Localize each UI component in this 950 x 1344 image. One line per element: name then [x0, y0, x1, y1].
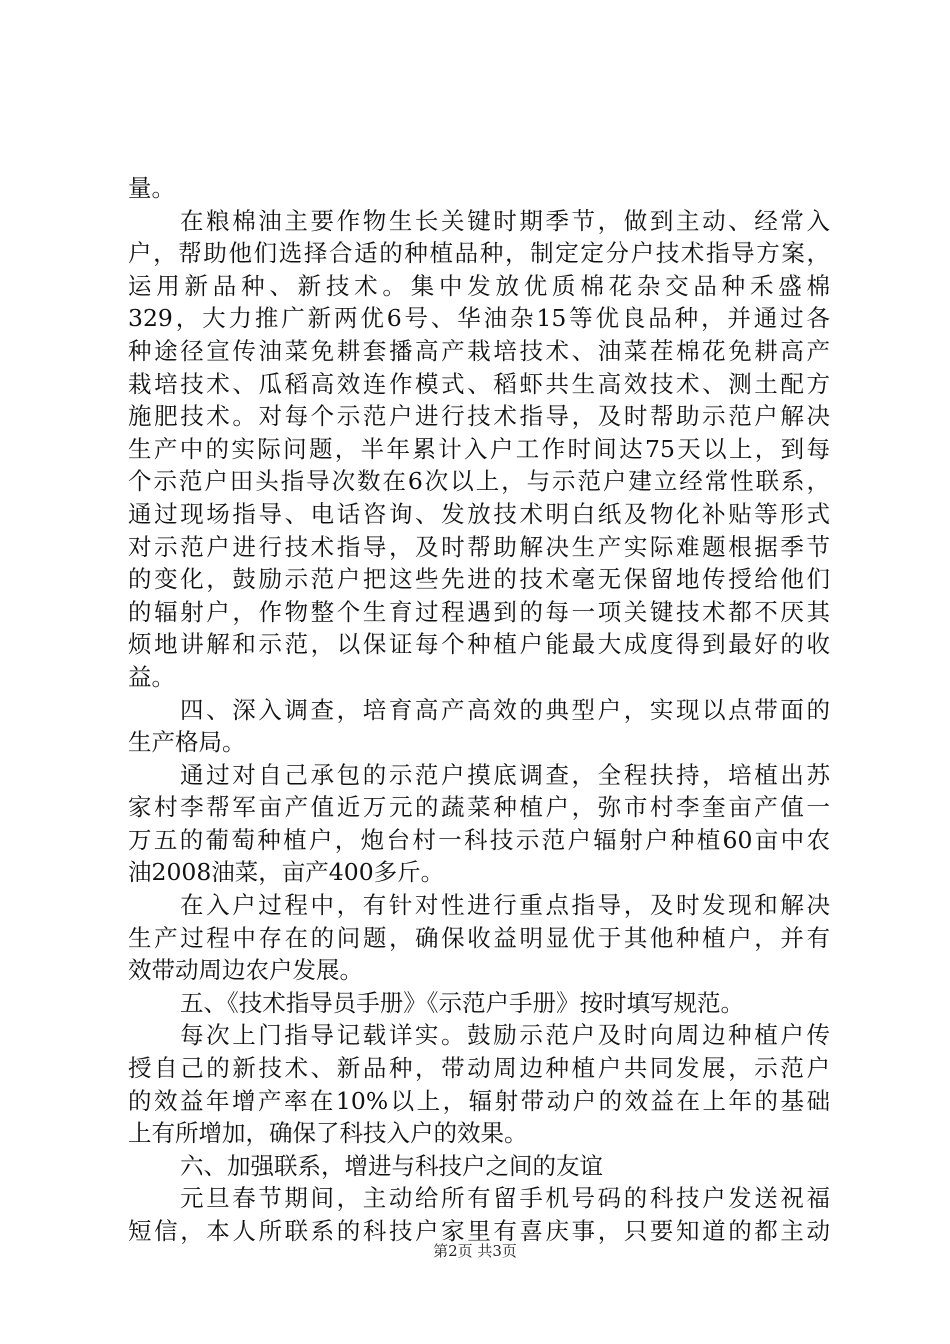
text-line: 通过现场指导、电话咨询、发放技术明白纸及物化补贴等形式 — [128, 499, 830, 528]
text-line: 的变化，鼓励示范户把这些先进的技术毫无保留地传授给他们 — [128, 565, 830, 594]
text-line: 在粮棉油主要作物生长关键时期季节，做到主动、经常入 — [180, 206, 830, 235]
text-line: 上有所增加，确保了科技入户的效果。 — [128, 1119, 528, 1148]
text-line: 烦地讲解和示范，以保证每个种植户能最大成度得到最好的收 — [128, 630, 830, 659]
text-line: 329，大力推广新两优6号、华油杂15等优良品种，并通过各 — [128, 304, 830, 333]
text-line: 运用新品种、新技术。集中发放优质棉花杂交品种禾盛棉 — [128, 271, 830, 300]
text-line: 生产中的实际问题，半年累计入户工作时间达75天以上，到每 — [128, 434, 830, 463]
text-line: 家村李帮军亩产值近万元的蔬菜种植户，弥市村李奎亩产值一 — [128, 793, 830, 822]
text-line: 通过对自己承包的示范户摸底调查，全程扶持，培植出苏 — [180, 760, 830, 789]
text-line: 效带动周边农户发展。 — [128, 956, 363, 985]
text-line: 授自己的新技术、新品种，带动周边种植户共同发展，示范户 — [128, 1054, 830, 1083]
document-body — [128, 172, 830, 1248]
text-line: 油2008油菜，亩产400多斤。 — [128, 858, 445, 887]
text-line: 每次上门指导记载详实。鼓励示范户及时向周边种植户传 — [180, 1021, 830, 1050]
text-line: 生产过程中存在的问题，确保收益明显优于其他种植户，并有 — [128, 923, 830, 952]
text-line: 对示范户进行技术指导，及时帮助解决生产实际难题根据季节 — [128, 532, 830, 561]
text-line: 种途径宣传油菜免耕套播高产栽培技术、油菜茬棉花免耕高产 — [128, 336, 830, 365]
text-line: 短信，本人所联系的科技户家里有喜庆事，只要知道的都主动 — [128, 1217, 830, 1245]
text-line: 万五的葡萄种植户，炮台村一科技示范户辐射户种植60亩中农 — [128, 825, 830, 854]
section-heading: 四、深入调查，培育高产高效的典型户，实现以点带面的 — [180, 695, 830, 724]
text-line: 的效益年增产率在10%以上，辐射带动户的效益在上年的基础 — [128, 1086, 830, 1115]
text-line: 元旦春节期间，主动给所有留手机号码的科技户发送祝福 — [180, 1184, 830, 1213]
text-line: 量。 — [128, 174, 175, 202]
text-line: 施肥技术。对每个示范户进行技术指导，及时帮助示范户解决 — [128, 402, 830, 431]
text-line: 的辐射户，作物整个生育过程遇到的每一项关键技术都不厌其 — [128, 597, 830, 626]
text-line: 栽培技术、瓜稻高效连作模式、稻虾共生高效技术、测土配方 — [128, 369, 830, 398]
text-line: 在入户过程中，有针对性进行重点指导，及时发现和解决 — [180, 891, 830, 920]
text-line: 益。 — [128, 662, 175, 691]
text-line: 户，帮助他们选择合适的种植品种，制定定分户技术指导方案， — [128, 239, 830, 268]
page-number-footer: 第2页 共3页 — [433, 1242, 517, 1260]
section-heading: 六、加强联系，增进与科技户之间的友谊 — [180, 1151, 603, 1180]
section-heading-cont: 生产格局。 — [128, 728, 246, 757]
text-line: 个示范户田头指导次数在6次以上，与示范户建立经常性联系， — [128, 467, 830, 496]
section-heading: 五、《技术指导员手册》《示范户手册》按时填写规范。 — [180, 988, 744, 1017]
